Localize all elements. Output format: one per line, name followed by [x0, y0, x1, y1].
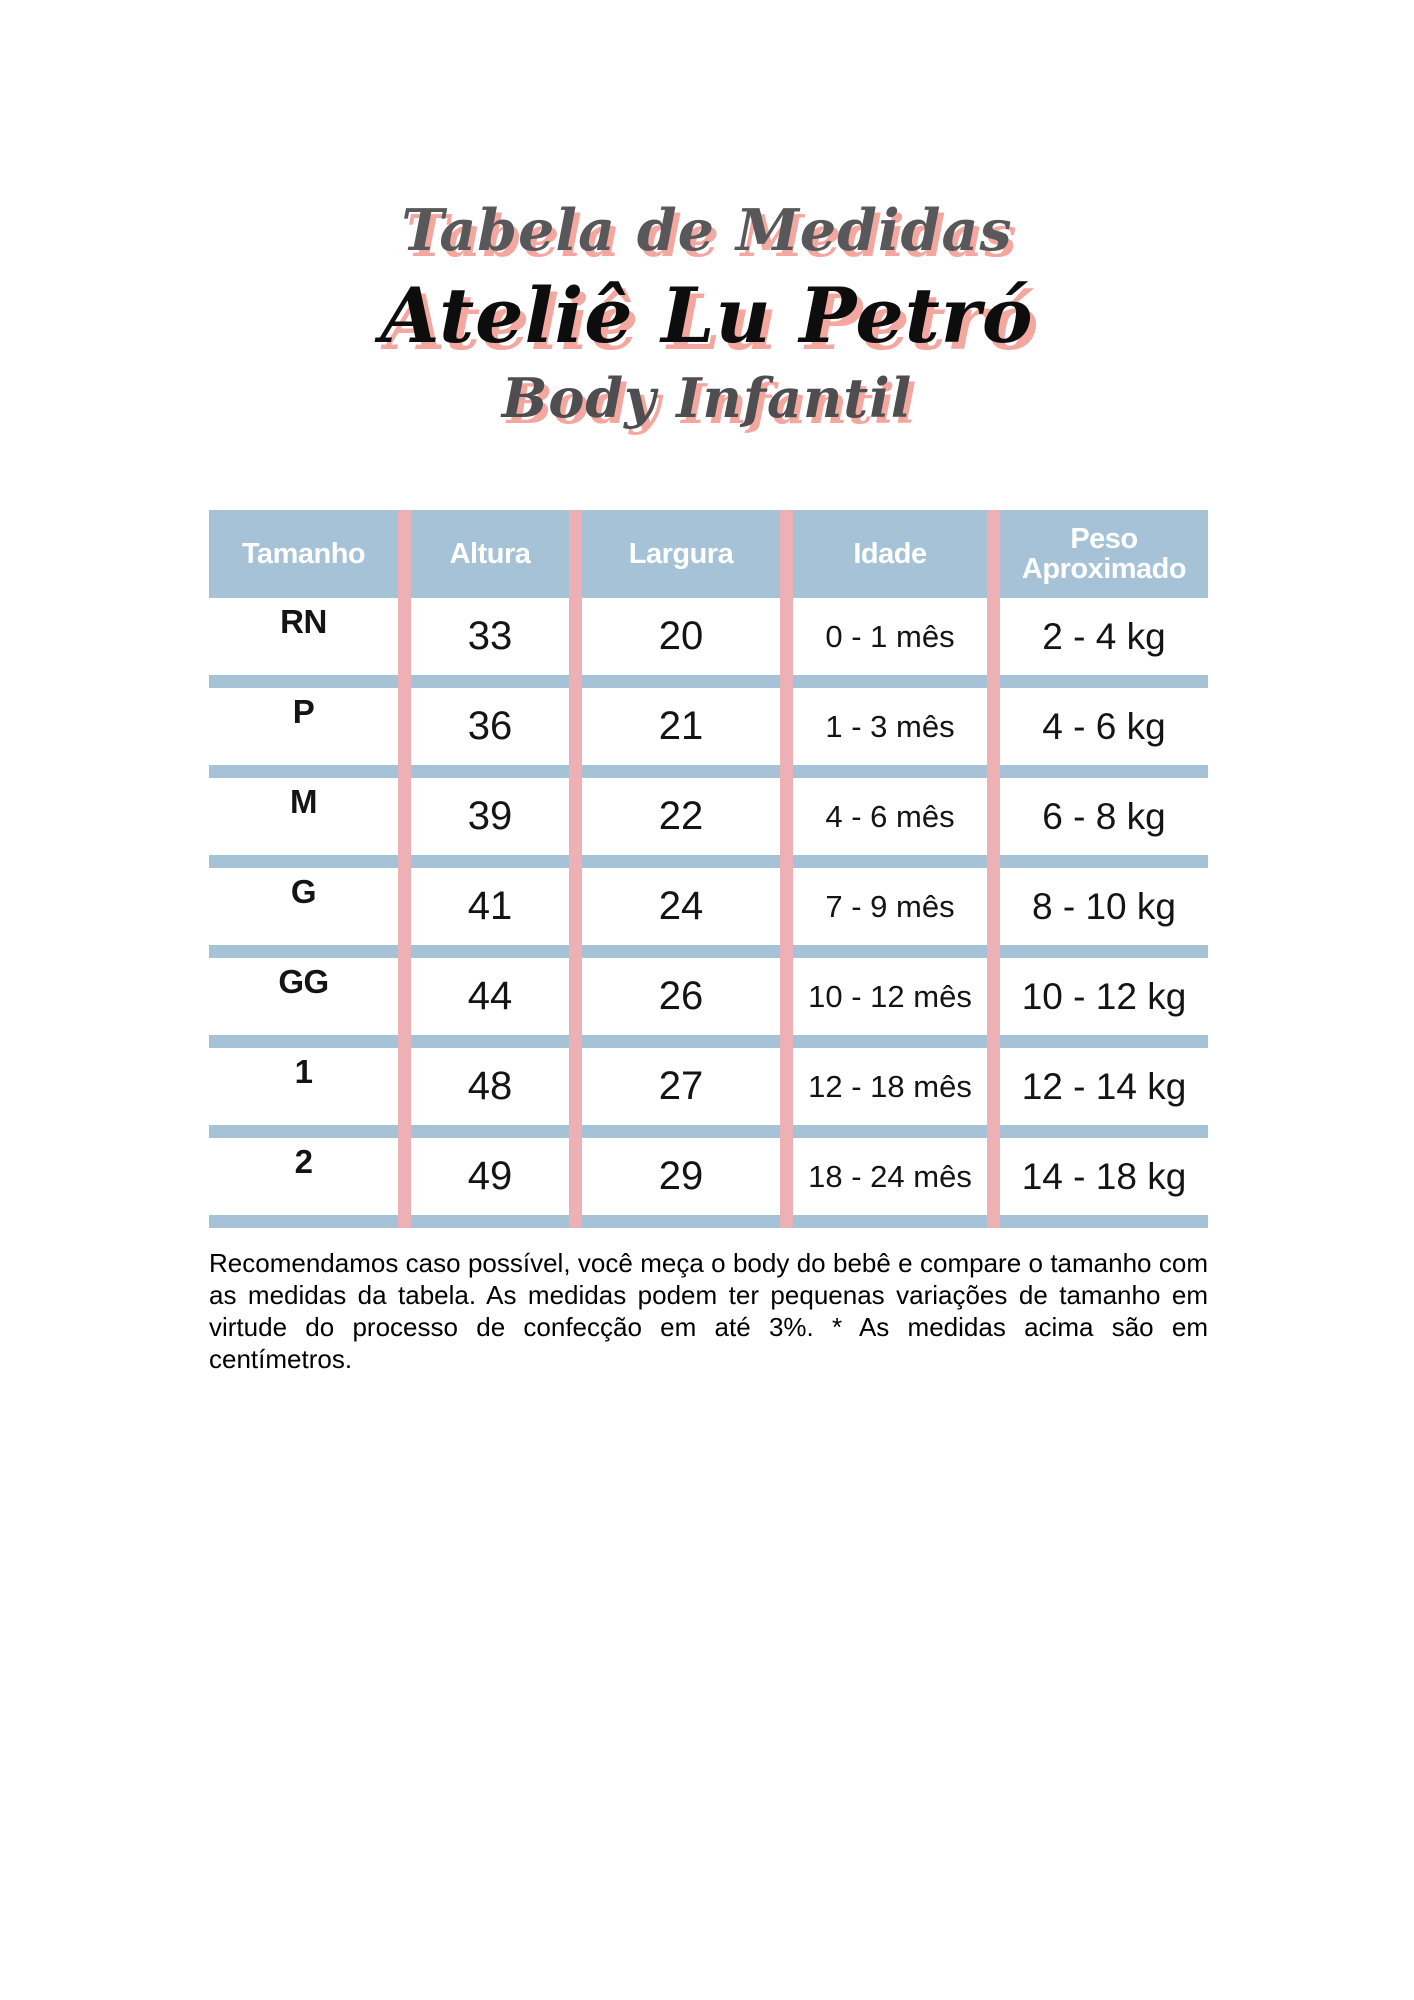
- table-row: [209, 691, 1208, 762]
- cell-peso: 6 - 8 kg: [1000, 781, 1208, 852]
- cell-tamanho: 2: [209, 1141, 398, 1212]
- cell-peso: 12 - 14 kg: [1000, 1051, 1208, 1122]
- brand-title: Ateliê Lu Petró: [380, 270, 1034, 360]
- table-row: [209, 1051, 1208, 1122]
- column-header-altura: Altura: [411, 510, 569, 598]
- cell-largura: 26: [582, 961, 780, 1032]
- cell-idade: 0 - 1 mês: [793, 601, 987, 672]
- cell-largura: 20: [582, 601, 780, 672]
- table-row: [209, 601, 1208, 672]
- row-divider: [209, 855, 1208, 868]
- cell-altura: 33: [411, 601, 569, 672]
- row-divider: [209, 1215, 1208, 1228]
- cell-idade: 4 - 6 mês: [793, 781, 987, 852]
- cell-idade: 18 - 24 mês: [793, 1141, 987, 1212]
- cell-tamanho: RN: [209, 601, 398, 672]
- measurement-note: Recomendamos caso possível, você meça o body do bebê e compare o tamanho com as medidas da tabela. As medidas podem ter pequenas variações de tamanho em virtude do processo de confecção em até 3%. * As medidas acima são em centímetros.: [209, 1248, 1208, 1374]
- cell-idade: 1 - 3 mês: [793, 691, 987, 762]
- cell-tamanho: 1: [209, 1051, 398, 1122]
- cell-peso: 14 - 18 kg: [1000, 1141, 1208, 1212]
- cell-altura: 36: [411, 691, 569, 762]
- table-header-row: [209, 510, 1208, 598]
- cell-peso: 2 - 4 kg: [1000, 601, 1208, 672]
- cell-idade: 12 - 18 mês: [793, 1051, 987, 1122]
- cell-peso: 10 - 12 kg: [1000, 961, 1208, 1032]
- cell-idade: 10 - 12 mês: [793, 961, 987, 1032]
- column-header-idade: Idade: [793, 510, 987, 598]
- table-row: [209, 961, 1208, 1032]
- table-row: [209, 1141, 1208, 1212]
- cell-altura: 39: [411, 781, 569, 852]
- cell-altura: 41: [411, 871, 569, 942]
- row-divider: [209, 1125, 1208, 1138]
- column-header-tamanho: Tamanho: [209, 510, 398, 598]
- cell-altura: 44: [411, 961, 569, 1032]
- page-title: Tabela de Medidas: [401, 197, 1013, 264]
- row-divider: [209, 675, 1208, 688]
- cell-altura: 48: [411, 1051, 569, 1122]
- row-divider: [209, 1035, 1208, 1048]
- title-block: [0, 0, 1414, 429]
- row-divider: [209, 765, 1208, 778]
- cell-largura: 21: [582, 691, 780, 762]
- cell-largura: 27: [582, 1051, 780, 1122]
- cell-peso: 8 - 10 kg: [1000, 871, 1208, 942]
- table-row: [209, 871, 1208, 942]
- cell-tamanho: M: [209, 781, 398, 852]
- table-body: [209, 601, 1208, 1228]
- product-subtitle: Body Infantil: [501, 366, 913, 431]
- column-header-largura: Largura: [582, 510, 780, 598]
- cell-tamanho: P: [209, 691, 398, 762]
- cell-tamanho: G: [209, 871, 398, 942]
- cell-largura: 29: [582, 1141, 780, 1212]
- cell-altura: 49: [411, 1141, 569, 1212]
- cell-idade: 7 - 9 mês: [793, 871, 987, 942]
- row-divider: [209, 945, 1208, 958]
- table-row: [209, 781, 1208, 852]
- size-table: [209, 510, 1208, 1228]
- cell-peso: 4 - 6 kg: [1000, 691, 1208, 762]
- column-header-peso: Peso Aproximado: [1000, 510, 1208, 598]
- cell-tamanho: GG: [209, 961, 398, 1032]
- cell-largura: 24: [582, 871, 780, 942]
- cell-largura: 22: [582, 781, 780, 852]
